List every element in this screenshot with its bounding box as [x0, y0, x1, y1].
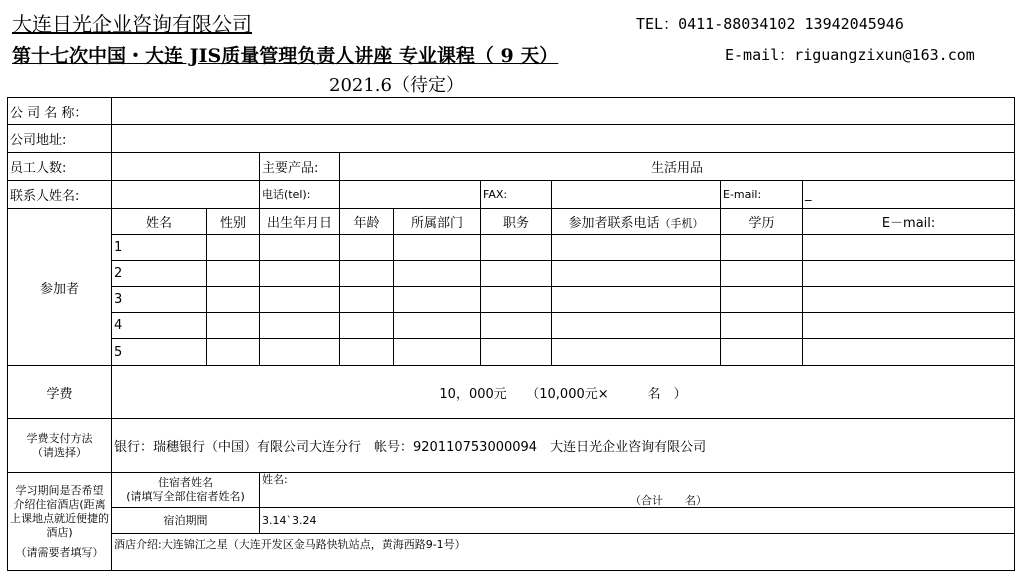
lodging-note: （请需要者填写） — [15, 545, 104, 559]
row-number: 4 — [112, 313, 207, 339]
table-cell[interactable] — [552, 313, 721, 339]
employees-field[interactable] — [112, 153, 260, 181]
table-cell[interactable] — [721, 235, 803, 261]
table-cell[interactable] — [803, 339, 1015, 366]
main-products-label: 主要产品: — [260, 153, 340, 181]
table-cell[interactable] — [340, 287, 394, 313]
table-cell[interactable] — [481, 235, 552, 261]
row-number: 2 — [112, 261, 207, 287]
guest-name-prefix: 姓名: — [262, 473, 288, 486]
col-position: 职务 — [481, 209, 552, 235]
table-cell[interactable] — [207, 313, 260, 339]
table-cell[interactable] — [340, 313, 394, 339]
main-products-field[interactable]: 生活用品 — [340, 153, 1015, 181]
table-cell[interactable] — [803, 261, 1015, 287]
table-cell[interactable] — [260, 235, 340, 261]
table-cell[interactable] — [207, 235, 260, 261]
table-cell[interactable] — [340, 339, 394, 366]
table-cell[interactable] — [394, 261, 481, 287]
fee-label: 学费 — [8, 366, 112, 419]
table-cell[interactable] — [552, 235, 721, 261]
row-number: 1 — [112, 235, 207, 261]
table-cell[interactable] — [803, 313, 1015, 339]
telephone-info: TEL：0411-88034102 13942045946 — [636, 15, 904, 33]
table-cell[interactable] — [340, 235, 394, 261]
payment-method-hint: （请选择） — [32, 445, 87, 459]
row-number: 3 — [112, 287, 207, 313]
guest-name-label — [112, 473, 260, 508]
company-name-label: 公 司 名 称： — [8, 98, 112, 125]
lodging-label — [8, 473, 112, 571]
guest-name-field[interactable] — [260, 473, 1015, 508]
company-name-field[interactable] — [112, 98, 1015, 125]
table-row — [8, 287, 1015, 313]
table-cell[interactable] — [481, 339, 552, 366]
hotel-info: 酒店介绍:大连锦江之星（大连开发区金马路快轨站点，黄海西路9-1号） — [112, 534, 1015, 571]
table-cell[interactable] — [552, 339, 721, 366]
company-name: 大连日光企业咨询有限公司 — [12, 12, 252, 36]
guest-name-title: 住宿者姓名 — [158, 476, 213, 489]
payment-method-label — [8, 419, 112, 473]
col-age: 年龄 — [340, 209, 394, 235]
table-cell[interactable] — [803, 287, 1015, 313]
table-cell[interactable] — [207, 287, 260, 313]
table-cell[interactable] — [260, 339, 340, 366]
col-phone — [552, 209, 721, 235]
table-cell[interactable] — [721, 287, 803, 313]
table-cell[interactable] — [481, 261, 552, 287]
col-education: 学历 — [721, 209, 803, 235]
col-email: E－mail: — [803, 209, 1015, 235]
table-cell[interactable] — [394, 339, 481, 366]
contact-name-label: 联系人姓名: — [8, 181, 112, 209]
col-name: 姓名 — [112, 209, 207, 235]
stay-period-value[interactable]: 3.14`3.24 — [260, 508, 1015, 534]
lodging-question: 学习期间是否希望 介绍住宿酒店(距离上课地点就近便捷的酒店) — [10, 483, 109, 539]
course-date: 2021.6（待定） — [329, 75, 464, 96]
col-phone-mobile: （手机） — [659, 217, 704, 230]
registration-form — [7, 97, 1015, 571]
phone-label: 电话(tel): — [260, 181, 340, 209]
company-address-label: 公司地址: — [8, 125, 112, 153]
payment-method-value: 银行：瑞穗银行（中国）有限公司大连分行 帐号：920110753000094 大连日光企业咨询有限公司 — [112, 419, 1015, 473]
table-cell[interactable] — [207, 339, 260, 366]
guest-total: （合计 名） — [630, 494, 707, 507]
row-number: 5 — [112, 339, 207, 366]
table-cell[interactable] — [721, 339, 803, 366]
contact-name-field[interactable] — [112, 181, 260, 209]
email-field[interactable]: _ — [803, 181, 1015, 209]
table-row — [8, 313, 1015, 339]
table-cell[interactable] — [481, 313, 552, 339]
table-cell[interactable] — [340, 261, 394, 287]
fax-field[interactable] — [552, 181, 721, 209]
table-row — [8, 235, 1015, 261]
course-title: 第十七次中国・大连 JIS质量管理负责人讲座 专业课程（ 9 天） — [12, 45, 559, 67]
fee-value: 10，000元 （10,000元× 名 ） — [112, 366, 1015, 419]
table-cell[interactable] — [721, 313, 803, 339]
fax-label: FAX: — [481, 181, 552, 209]
col-birthdate: 出生年月日 — [260, 209, 340, 235]
table-cell[interactable] — [260, 261, 340, 287]
table-cell[interactable] — [394, 313, 481, 339]
table-cell[interactable] — [552, 261, 721, 287]
table-cell[interactable] — [394, 235, 481, 261]
table-cell[interactable] — [260, 313, 340, 339]
col-gender: 性别 — [207, 209, 260, 235]
payment-method-title: 学费支付方法 — [26, 431, 93, 445]
employees-label: 员工人数: — [8, 153, 112, 181]
table-row — [8, 261, 1015, 287]
table-cell[interactable] — [552, 287, 721, 313]
stay-period-label: 宿泊期間 — [112, 508, 260, 534]
col-phone-label: 参加者联系电话 — [568, 216, 660, 231]
table-cell[interactable] — [721, 261, 803, 287]
table-row — [8, 339, 1015, 366]
email-info: E-mail：riguangzixun@163.com — [725, 46, 975, 64]
table-cell[interactable] — [803, 235, 1015, 261]
col-department: 所属部门 — [394, 209, 481, 235]
company-address-field[interactable] — [112, 125, 1015, 153]
table-cell[interactable] — [260, 287, 340, 313]
email-label: E-mail: — [721, 181, 803, 209]
table-cell[interactable] — [394, 287, 481, 313]
participants-label: 参加者 — [8, 209, 112, 366]
guest-name-hint: (请填写全部住宿者姓名) — [126, 490, 245, 503]
phone-field[interactable] — [340, 181, 481, 209]
table-cell[interactable] — [207, 261, 260, 287]
table-cell[interactable] — [481, 287, 552, 313]
